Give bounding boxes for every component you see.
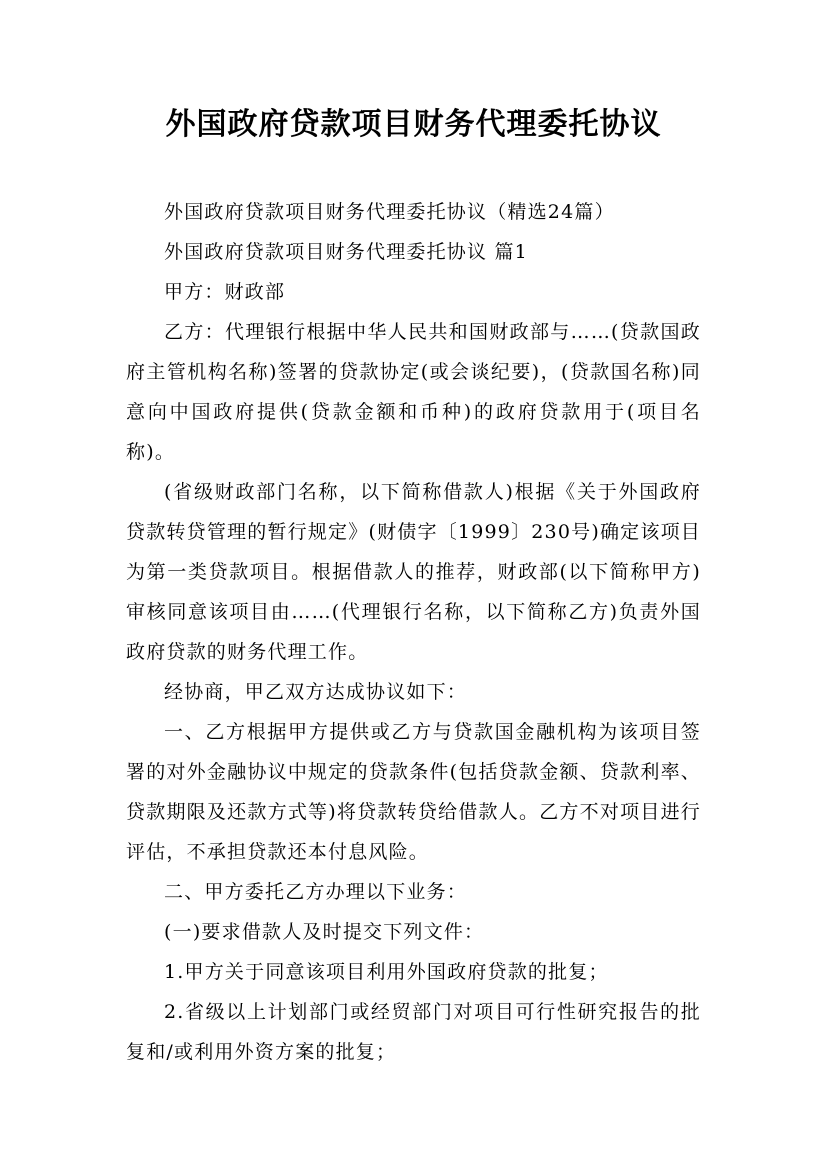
document-title: 外国政府贷款项目财务代理委托协议 [165,107,662,142]
paragraph-subclause-1: (一)要求借款人及时提交下列文件： [164,921,485,943]
paragraph-item-1: 1.甲方关于同意该项目利用外国政府贷款的批复； [164,961,609,983]
paragraph-heading-article: 外国政府贷款项目财务代理委托协议 篇1 [164,241,528,263]
paragraph-party-b: 乙方：代理银行根据中华人民共和国财政部与……(贷款国政府主管机构名称)签署的贷款协定(或会谈纪要)，(贷款国名称)同意向中国政府提供(贷款金额和币种)的政府贷款用于(项目名称)。 [126,321,701,463]
paragraph-clause-1: 一、乙方根据甲方提供或乙方与贷款国金融机构为该项目签署的对外金融协议中规定的贷款条件(包括贷款金额、贷款利率、贷款期限及还款方式等)将贷款转贷给借款人。乙方不对项目进行评估，不承担贷款还本付息风险。 [126,721,701,863]
paragraph-party-a: 甲方：财政部 [164,281,286,303]
paragraph-heading-collection: 外国政府贷款项目财务代理委托协议（精选24篇） [164,201,615,223]
document-body [126,192,701,1072]
paragraph-clause-2: 二、甲方委托乙方办理以下业务： [164,881,468,903]
paragraph-item-2: 2.省级以上计划部门或经贸部门对项目可行性研究报告的批复和/或利用外资方案的批复； [126,1001,701,1063]
paragraph-agreement-intro: 经协商，甲乙双方达成协议如下： [164,681,468,703]
paragraph-borrower: (省级财政部门名称，以下简称借款人)根据《关于外国政府贷款转贷管理的暂行规定》(财债字〔1999〕230号)确定该项目为第一类贷款项目。根据借款人的推荐，财政部(以下简称甲方)审核同意该项目由……(代理银行名称，以下简称乙方)负责外国政府贷款的财务代理工作。 [126,481,701,663]
